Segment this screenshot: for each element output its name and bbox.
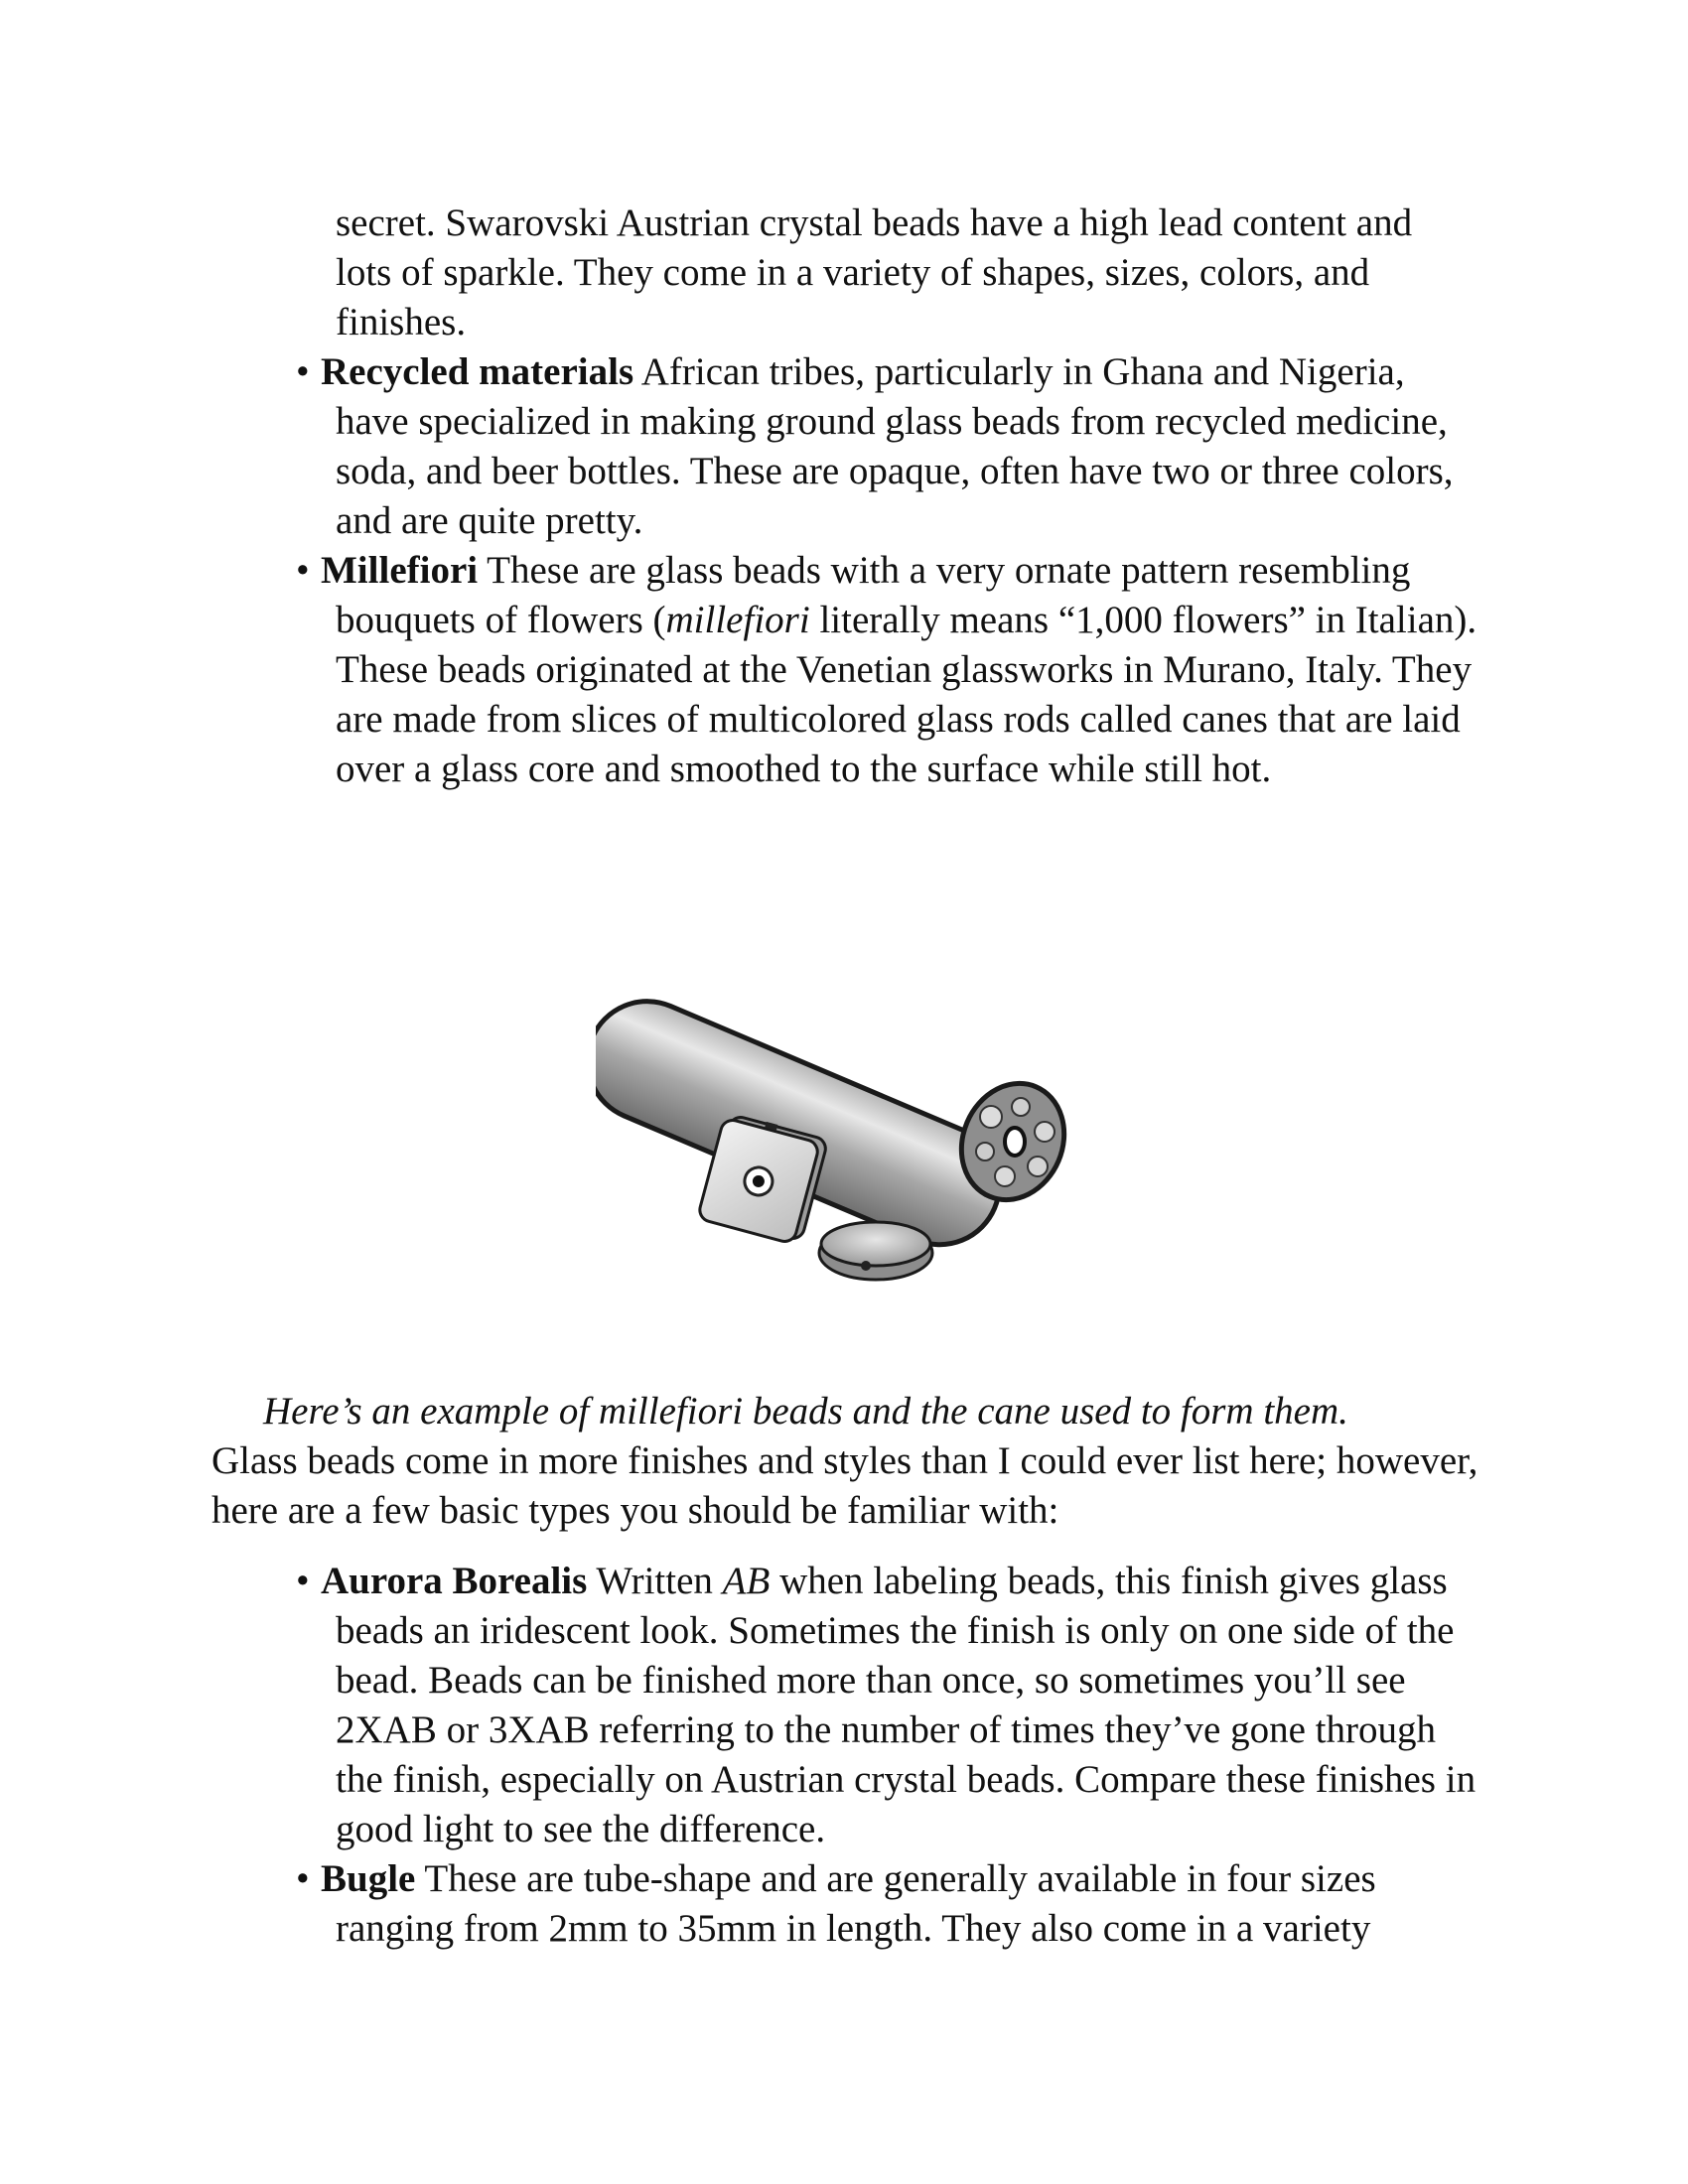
list-item (0, 1557, 1477, 1854)
list-item (0, 546, 1477, 794)
definition-text: These are tube-shape and are generally available in four sizes ranging from 2mm to 35mm in length. They also come in a variety (336, 1857, 1376, 1950)
term-bugle: Bugle (321, 1857, 416, 1900)
intro-paragraph: Glass beads come in more finishes and styles than I could ever list here; however, here are a few basic types you should be familiar with: (211, 1439, 1478, 1532)
bullet-glyph: • (296, 549, 310, 592)
bullet-recycled-materials (0, 347, 1688, 546)
bullet-millefiori (0, 546, 1688, 794)
bullet-glyph: • (296, 1857, 310, 1900)
bullet-aurora-borealis (0, 1557, 1688, 1854)
italic-term: millefiori (665, 599, 810, 641)
bullet-glyph: • (296, 350, 310, 393)
term-aurora-borealis: Aurora Borealis (321, 1560, 588, 1602)
disc-millefiori-bead (819, 1222, 932, 1280)
definition-text: Written (587, 1560, 723, 1602)
continuation-text: secret. Swarovski Austrian crystal beads have a high lead content and lots of sparkle. They come in a variety of shapes, sizes, colors, and finishes. (336, 202, 1413, 343)
definition-text: These are glass beads with a very ornate pattern resembling bouquets of flowers ( (336, 549, 1411, 641)
definition-text-cont: when labeling beads, this finish gives glass beads an iridescent look. Sometimes the finish is only on one side of the bead. Beads can be finished more than once, so sometimes you’ll see 2XAB or 3XAB referring to the number of times they’ve gone through the finish, especially on Austrian crystal beads. Compare these finishes in good light to see the difference. (336, 1560, 1477, 1850)
term-millefiori: Millefiori (321, 549, 479, 592)
term-recycled-materials: Recycled materials (321, 350, 634, 393)
bullet-glyph: • (296, 1560, 310, 1602)
millefiori-cane-illustration (596, 928, 1092, 1291)
list-item (0, 347, 1477, 546)
continuation-paragraph (0, 199, 1688, 347)
bullet-bugle (0, 1854, 1688, 1954)
list-item (0, 1854, 1477, 1954)
italic-term: AB (722, 1560, 771, 1602)
definition-text-cont: literally means “1,000 flowers” in Italian). These beads originated at the Venetian glassworks in Murano, Italy. They are made from slices of multicolored glass rods called canes that are laid over a glass core and smoothed to the surface while still hot. (336, 599, 1477, 790)
definition-text: African tribes, particularly in Ghana and Nigeria, have specialized in making ground glass beads from recycled medicine, soda, and beer bottles. These are opaque, often have two or three colors, and are quite pretty. (336, 350, 1454, 542)
figure-caption: Here’s an example of millefiori beads and the cane used to form them. (263, 1390, 1348, 1433)
